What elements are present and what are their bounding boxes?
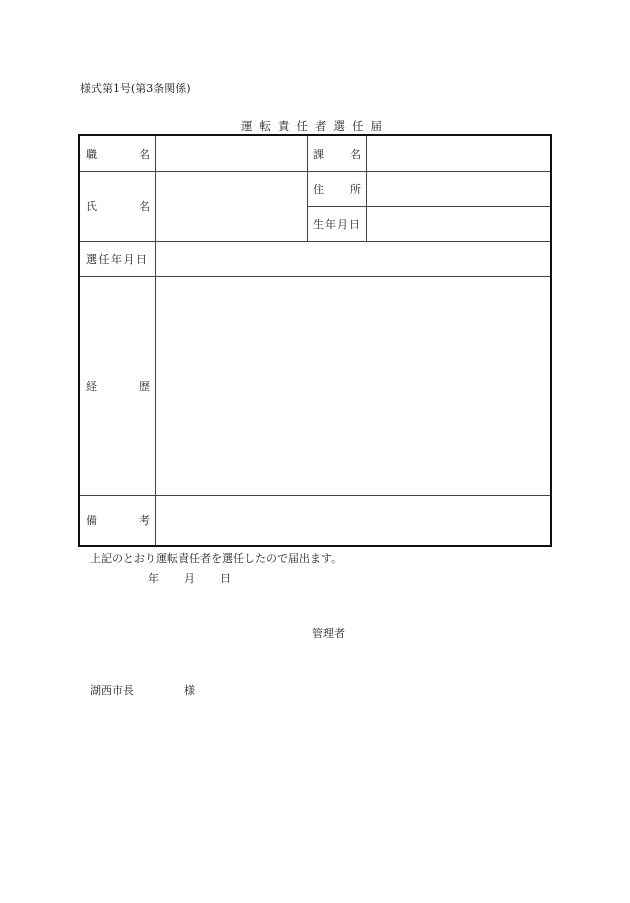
date-day-label: 日 (220, 572, 231, 585)
address-field[interactable] (367, 172, 550, 206)
date-month-label: 月 (184, 572, 195, 585)
remarks-field[interactable] (156, 496, 550, 545)
position-label: 職 名 (86, 147, 150, 161)
honorific: 様 (184, 684, 195, 697)
application-form-table (78, 134, 552, 547)
declaration-statement: 上記のとおり運転責任者を選任したので届出ます。 (90, 552, 343, 565)
recipient-name: 湖西市長 (90, 684, 134, 697)
address-label: 住 所 (313, 182, 361, 196)
column-divider (307, 136, 308, 241)
appointment-date-field[interactable] (156, 242, 550, 276)
history-field[interactable] (156, 277, 550, 495)
manager-label: 管理者 (312, 627, 345, 640)
name-field[interactable] (156, 172, 307, 241)
document-title: 運転責任者選任届 (241, 119, 389, 133)
name-label: 氏 名 (86, 200, 150, 213)
section-field[interactable] (367, 136, 550, 171)
date-year-label: 年 (148, 572, 159, 585)
dob-label: 生年月日 (313, 217, 361, 231)
remarks-label: 備 考 (86, 514, 150, 527)
section-label: 課 名 (313, 147, 361, 161)
history-label: 経 歴 (86, 379, 150, 393)
form-number: 様式第1号(第3条関係) (80, 82, 191, 95)
appointment-date-label: 選任年月日 (86, 252, 149, 266)
dob-field[interactable] (367, 207, 550, 241)
position-field[interactable] (156, 136, 307, 171)
